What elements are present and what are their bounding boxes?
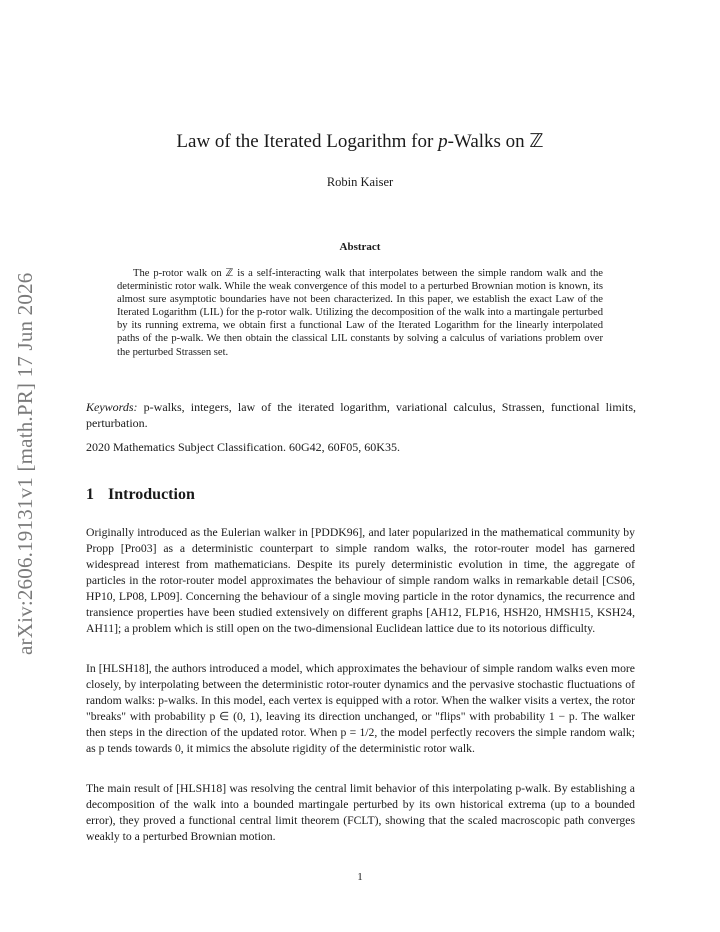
msc-classification: 2020 Mathematics Subject Classification. 60G42, 60F05, 60K35. — [86, 440, 400, 454]
page-number: 1 — [357, 871, 363, 883]
abstract-heading: Abstract — [339, 241, 381, 253]
section-heading — [86, 486, 195, 504]
keywords-label: Keywords: — [86, 400, 138, 414]
section-title: Introduction — [108, 486, 195, 503]
keywords-text: p-walks, integers, law of the iterated logarithm, variational calculus, Strassen, functional limits, perturbation. — [86, 400, 636, 430]
arxiv-identifier-stamp: arXiv:2606.19131v1 [math.PR] 17 Jun 2026 — [13, 272, 37, 655]
title-variable: p — [438, 131, 448, 152]
intro-paragraph-1: Originally introduced as the Eulerian walker in [PDDK96], and later popularized in the mathematical community by Propp [Pro03] as a deterministic counterpart to simple random walks, the rotor-router model has garnered widespread interest from mathematicians. Despite its purely deterministic evolution in time, the aggregate of particles in the rotor-router model approximates the behaviour of simple random walks in remarkable detail [CS06, HP10, LP08, LP09]. Concerning the behaviour of a single moving particle in the rotor dynamics, the recurrence and transience properties have been studied extensively on different graphs [AH12, FLP16, HSH20, HMSH15, KSH24, AH11]; a problem which is still open on the two-dimensional Euclidean lattice due to its notorious difficulty. — [86, 526, 635, 635]
intro-paragraph-2: In [HLSH18], the authors introduced a model, which approximates the behaviour of simple random walks even more closely, by interpolating between the deterministic rotor-router dynamics and the pervasive stochastic fluctuations of random walks: p-walks. In this model, each vertex is equipped with a rotor. When the walker visits a vertex, the rotor "breaks" with probability p ∈ (0, 1), leaving its direction unchanged, or "flips" with probability 1 − p. The walker then steps in the direction of the updated rotor. When p = 1/2, the model perfectly recovers the simple random walk; as p tends towards 0, it mimics the absolute rigidity of the deterministic rotor walk. — [86, 662, 635, 755]
title-prefix: Law of the Iterated Logarithm for — [176, 131, 439, 152]
keywords-line — [86, 400, 636, 431]
author-name: Robin Kaiser — [326, 175, 394, 189]
title-suffix: -Walks on ℤ — [447, 131, 544, 152]
abstract-body: The p-rotor walk on ℤ is a self-interacting walk that interpolates between the simple random walk and the deterministic rotor walk. While the weak convergence of this model to a perturbed Brownian motion is known, its almost sure asymptotic boundaries have not been characterized. In this paper, we establish the exact Law of the Iterated Logarithm (LIL) for the p-rotor walk. Utilizing the decomposition of the walk into a martingale perturbed by its running extrema, we obtain first a functional Law of the Iterated Logarithm for the linearly interpolated paths of the p-walk. We then obtain the classical LIL constants by solving a calculus of variations problem over the perturbed Strassen set. — [117, 268, 603, 358]
section-number: 1 — [86, 486, 94, 503]
paper-title — [0, 130, 720, 154]
intro-paragraph-3: The main result of [HLSH18] was resolving the central limit behavior of this interpolating p-walk. By establishing a decomposition of the walk into a bounded martingale perturbed by its own historical extrema (up to a bounded error), they proved a functional central limit theorem (FCLT), showing that the scaled macroscopic path converges weakly to a perturbed Brownian motion. — [86, 782, 635, 843]
